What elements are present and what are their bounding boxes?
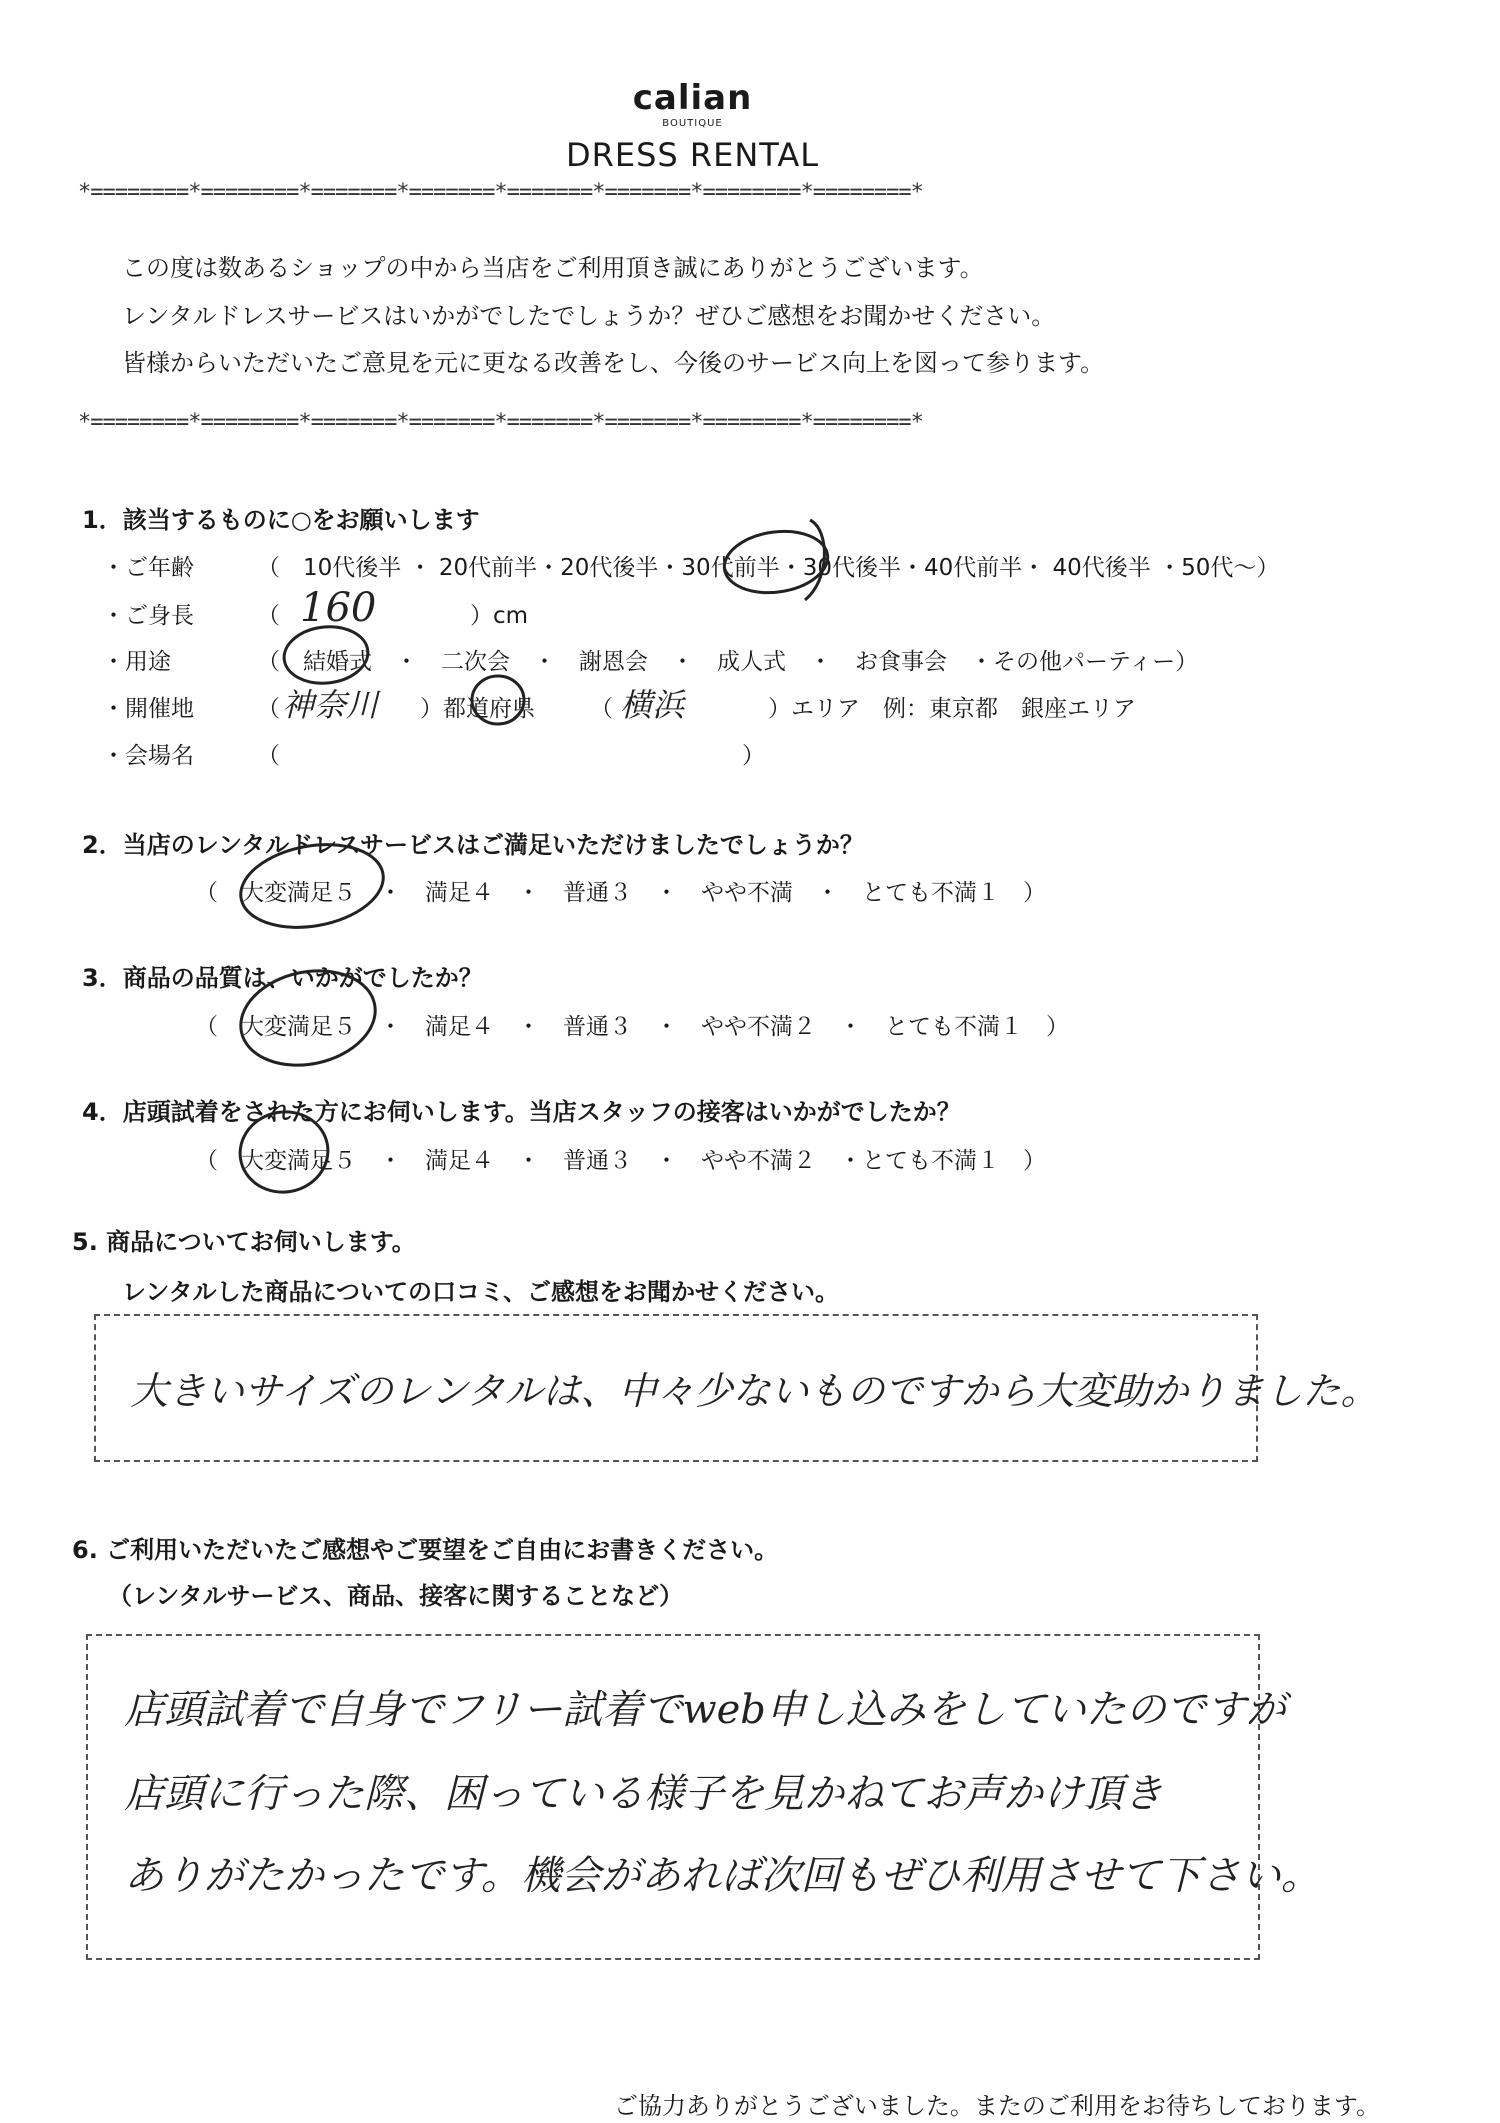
q6-answer-line-1: 店頭試着で自身でフリー試着でweb申し込みをしていたのですが: [124, 1687, 1286, 1733]
q6-answer-line-3: ありがたかったです。機会があれば次回もぜひ利用させて下さい。: [124, 1853, 1321, 1899]
logo-subtitle: BOUTIQUE: [662, 118, 723, 129]
logo: calian: [632, 78, 753, 118]
q2-title: 2．当店のレンタルドレスサービスはご満足いただけましたでしょうか？: [82, 831, 864, 859]
age-options: （ 10代後半 ・ 20代前半・20代後半・30代前半・30代後半・40代前半・ 40代後半 ・50代～）: [257, 555, 1280, 581]
age-label: ・ご年齢: [102, 555, 194, 581]
intro-line-2: レンタルドレスサービスはいかがでしたでしょうか？ぜひご感想をお聞かせください。: [122, 302, 1056, 330]
circle-age-tail: [805, 520, 824, 600]
venue-close: ）: [742, 743, 765, 769]
circle-prefecture-suffix: [472, 676, 524, 724]
q5-subtitle: レンタルした商品についての口コミ、ご感想をお聞かせください。: [122, 1278, 839, 1306]
circle-q4-very-satisfied: [234, 1105, 335, 1199]
height-value: 160: [300, 585, 377, 631]
q6-answer-line-2: 店頭に行った際、困っている様子を見かねてお声かけ頂き: [124, 1771, 1163, 1817]
purpose-label: ・用途: [102, 649, 171, 675]
footer-thanks: ご協力ありがとうございました。またのご利用をお待ちしております。: [613, 2092, 1380, 2120]
height-open: （: [257, 603, 280, 629]
area-value: 横浜: [620, 686, 685, 724]
place-open: （: [257, 696, 280, 722]
q1-title: 1．該当するものに○をお願いします: [82, 506, 480, 534]
q3-title: 3．商品の品質は、いかがでしたか？: [82, 964, 483, 992]
q6-title: 6. ご利用いただいたご感想やご要望をご自由にお書きください。: [72, 1536, 779, 1564]
circle-q2-very-satisfied: [234, 834, 390, 938]
area-open: （: [590, 696, 613, 722]
height-unit: ）cm: [470, 603, 529, 629]
circle-q3-very-satisfied: [232, 959, 384, 1077]
intro-line-1: この度は数あるショップの中から当店をご利用頂き誠にありがとうございます。: [122, 254, 984, 282]
q4-title: 4．店頭試着をされた方にお伺いします。当店スタッフの接客はいかがでしたか？: [82, 1098, 961, 1126]
place-label: ・開催地: [102, 696, 194, 722]
prefecture-value: 神奈川: [282, 686, 379, 724]
q6-subtitle: （レンタルサービス、商品、接客に関することなど）: [108, 1582, 684, 1610]
venue-label: ・会場名: [102, 743, 194, 769]
venue-open: （: [257, 743, 280, 769]
height-label: ・ご身長: [102, 603, 194, 629]
q5-answer-text: 大きいサイズのレンタルは、中々少ないものですから大変助かりました。: [130, 1369, 1379, 1413]
circle-purpose-wedding: [281, 623, 370, 687]
purpose-options: （ 結婚式 ・ 二次会 ・ 謝恩会 ・ 成人式 ・ お食事会 ・その他パーティー）: [257, 649, 1199, 675]
prefecture-suffix: ）都道府県: [420, 696, 535, 722]
area-suffix: ）エリア 例：東京都 銀座エリア: [768, 696, 1136, 722]
q4-options: （ 大変満足５ ・ 満足４ ・ 普通３ ・ やや不満２ ・とても不満１ ）: [195, 1148, 1046, 1174]
intro-line-3: 皆様からいただいたご意見を元に更なる改善をし、今後のサービス向上を図って参ります。: [122, 349, 1105, 377]
divider-bottom: *========*========*=======*=======*=======*=======*========*========*: [78, 410, 923, 435]
q5-title: 5. 商品についてお伺いします。: [72, 1228, 416, 1256]
q3-options: （ 大変満足５ ・ 満足４ ・ 普通３ ・ やや不満２ ・ とても不満１ ）: [195, 1014, 1069, 1040]
q2-options: （ 大変満足５ ・ 満足４ ・ 普通３ ・ やや不満 ・ とても不満１ ）: [195, 880, 1046, 906]
document-title: DRESS RENTAL: [565, 136, 820, 174]
divider-top: *========*========*=======*=======*=======*=======*========*========*: [78, 180, 923, 205]
